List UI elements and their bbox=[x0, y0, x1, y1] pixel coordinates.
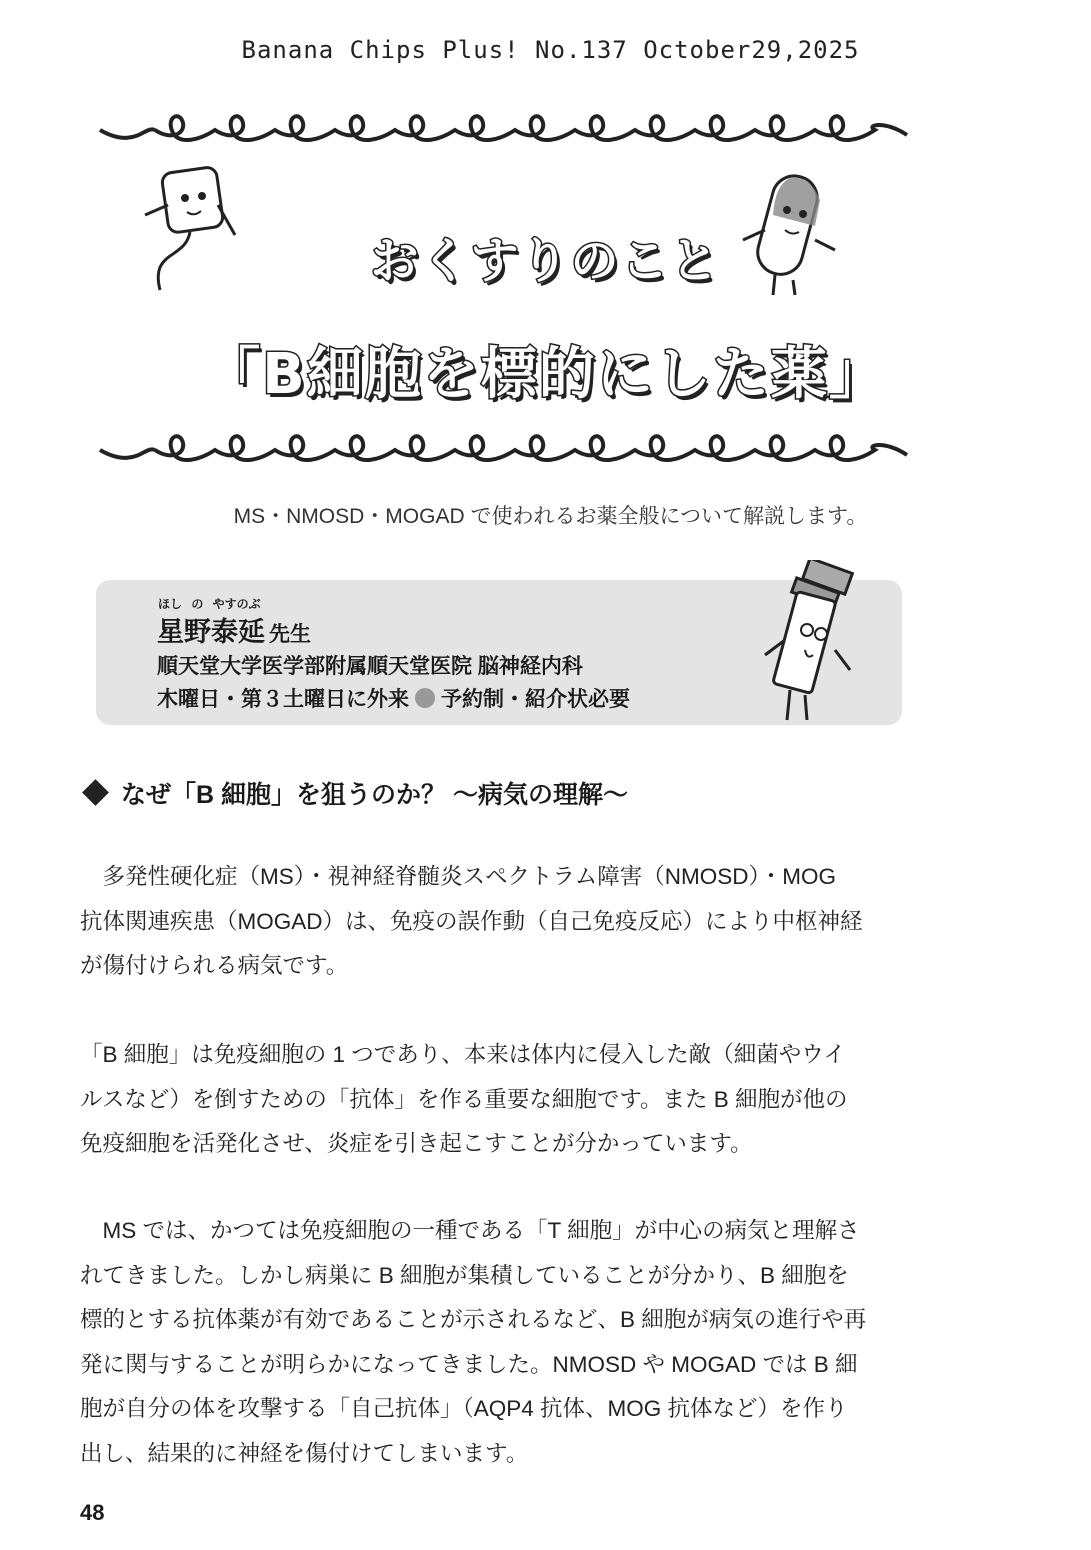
title-line-2: 「B細胞を標的にした薬」 bbox=[204, 342, 887, 407]
paragraph-line: 「B 細胞」は免疫細胞の 1 つであり、本来は体内に侵入した敵（細菌やウイ bbox=[80, 1042, 846, 1067]
paragraph-1 bbox=[80, 855, 930, 989]
doctor-name bbox=[157, 610, 311, 649]
diamond-bullet-icon bbox=[82, 779, 109, 806]
test-tube-character-icon bbox=[755, 560, 865, 730]
paragraph-2 bbox=[80, 1033, 930, 1167]
paragraph-line: 抗体関連疾患（MOGAD）は、免疫の誤作動（自己免疫反応）により中枢神経 bbox=[80, 908, 863, 934]
doctor-name-text: 星野泰延 bbox=[157, 617, 265, 647]
paragraph-line: 胞が自分の体を攻撃する「自己抗体」（AQP4 抗体、MOG 抗体など）を作り bbox=[80, 1396, 848, 1421]
paragraph-line: れてきました。しかし病巣に B 細胞が集積していることが分かり、B 細胞を bbox=[80, 1262, 849, 1288]
bullet-dot-icon bbox=[415, 688, 435, 708]
subtitle: MS・NMOSD・MOGAD で使われるお薬全般について解説します。 bbox=[233, 505, 868, 528]
doctor-schedule-line bbox=[157, 683, 630, 713]
section-heading-text: なぜ「B 細胞」を狙うのか？ 〜病気の理解〜 bbox=[121, 781, 628, 809]
paragraph-line: 出し、結果的に神経を傷付けてしまいます。 bbox=[80, 1440, 529, 1466]
paragraph-line: ルスなど）を倒すための「抗体」を作る重要な細胞です。また B 細胞が他の bbox=[80, 1086, 848, 1112]
paragraph-3 bbox=[80, 1209, 930, 1476]
running-header: Banana Chips Plus! No.137 October29,2025 bbox=[241, 36, 860, 64]
doctor-affiliation: 順天堂大学医学部附属順天堂医院 脳神経内科 bbox=[157, 655, 583, 678]
paragraph-line: 多発性硬化症（MS）・視神経脊髄炎スペクトラム障害（NMOSD）・MOG bbox=[80, 864, 837, 889]
title-line-1: おくすりのこと bbox=[370, 233, 721, 289]
doctor-name-ruby: ほし の やすのぶ bbox=[158, 597, 261, 611]
page-number: 48 bbox=[80, 1500, 105, 1525]
doctor-note: 予約制・紹介状必要 bbox=[441, 688, 630, 711]
section-heading bbox=[80, 775, 628, 811]
wavy-divider-bottom bbox=[95, 425, 915, 485]
paragraph-line: が傷付けられる病気です。 bbox=[80, 953, 349, 978]
wavy-divider-top bbox=[95, 105, 915, 165]
paragraph-line: 標的とする抗体薬が有効であることが示されるなど、B 細胞が病気の進行や再 bbox=[80, 1307, 867, 1332]
paragraph-line: 免疫細胞を活発化させ、炎症を引き起こすことが分かっています。 bbox=[80, 1131, 753, 1156]
paragraph-line: MS では、かつては免疫細胞の一種である「T 細胞」が中心の病気と理解さ bbox=[80, 1218, 860, 1243]
wavy-loop-line bbox=[155, 436, 907, 460]
wavy-loop-line bbox=[155, 116, 907, 140]
doctor-schedule: 木曜日・第３土曜日に外来 bbox=[157, 688, 409, 711]
doctor-honorific: 先生 bbox=[269, 623, 311, 646]
paragraph-line: 発に関与することが明らかになってきました。NMOSD や MOGAD では B 細 bbox=[80, 1351, 858, 1377]
